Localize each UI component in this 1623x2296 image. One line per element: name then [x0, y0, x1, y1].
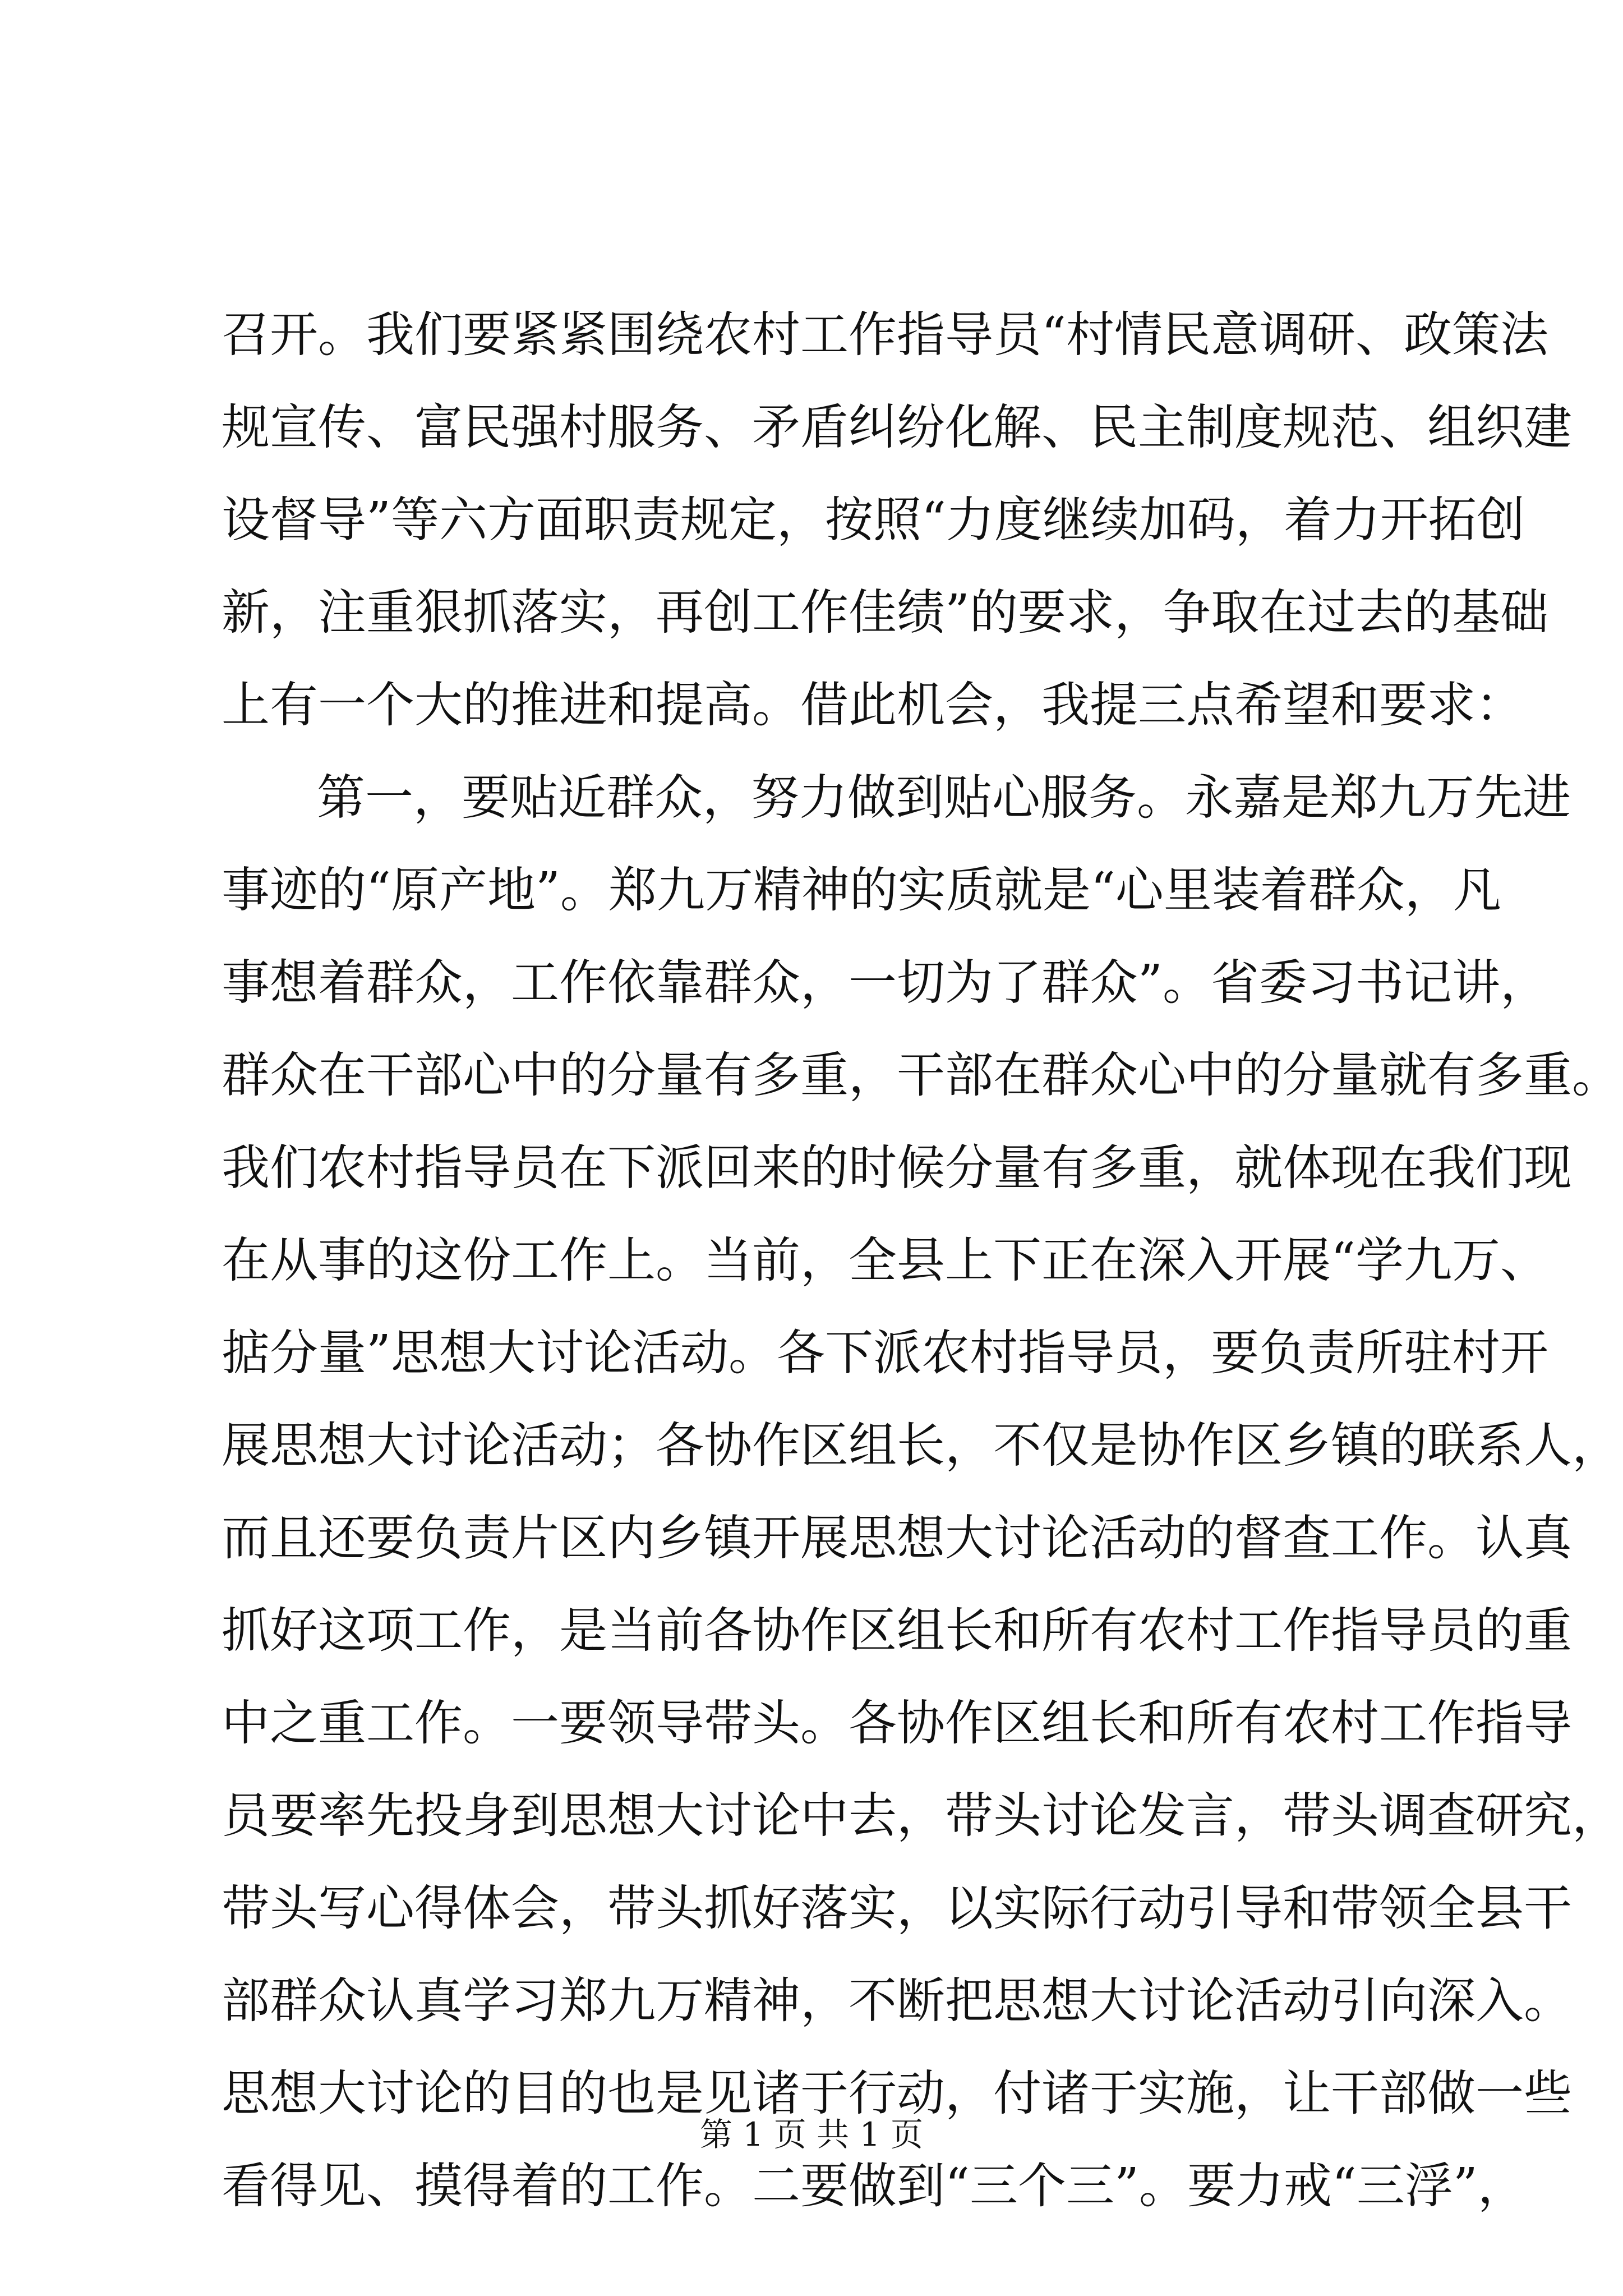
text-line: 员要率先投身到思想大讨论中去，带头讨论发言，带头调查研究，	[222, 1788, 1620, 1844]
text-line: 规宣传、富民强村服务、矛盾纠纷化解、民主制度规范、组织建	[222, 399, 1572, 455]
text-line: 展思想大讨论活动；各协作区组长，不仅是协作区乡镇的联系人，	[222, 1418, 1620, 1474]
text-line: 思想大讨论的目的也是见诸于行动，付诸于实施，让干部做一些	[222, 2065, 1572, 2122]
text-line: 事迹的“原产地”。郑九万精神的实质就是“心里装着群众，凡	[222, 862, 1501, 918]
text-line: 中之重工作。一要领导带头。各协作区组长和所有农村工作指导	[222, 1695, 1572, 1751]
text-line: 部群众认真学习郑九万精神，不断把思想大讨论活动引向深入。	[222, 1973, 1572, 2029]
text-line: 抓好这项工作，是当前各协作区组长和所有农村工作指导员的重	[222, 1603, 1572, 1659]
text-line: 看得见、摸得着的工作。二要做到“三个三”。要力戒“三浮”，	[222, 2158, 1526, 2214]
text-line: 上有一个大的推进和提高。借此机会，我提三点希望和要求：	[222, 677, 1524, 733]
text-line: 在从事的这份工作上。当前，全县上下正在深入开展“学九万、	[222, 1232, 1548, 1289]
text-line: 我们农村指导员在下派回来的时候分量有多重，就体现在我们现	[222, 1140, 1572, 1196]
text-line: 群众在干部心中的分量有多重，干部在群众心中的分量就有多重。	[222, 1047, 1620, 1103]
page-footer	[0, 2112, 1623, 2157]
body-text	[222, 289, 1620, 2233]
text-line: 设督导”等六方面职责规定，按照“力度继续加码，着力开拓创	[222, 492, 1525, 548]
text-line: 新，注重狠抓落实，再创工作佳绩”的要求，争取在过去的基础	[222, 585, 1548, 641]
text-line: 带头写心得体会，带头抓好落实，以实际行动引导和带领全县干	[222, 1880, 1572, 1936]
text-line: 掂分量”思想大讨论活动。各下派农村指导员，要负责所驻村开	[222, 1325, 1548, 1381]
page-number-label: 第 1 页 共 1 页	[700, 2115, 923, 2154]
text-line: 而且还要负责片区内乡镇开展思想大讨论活动的督查工作。认真	[222, 1510, 1572, 1566]
text-line: 召开。我们要紧紧围绕农村工作指导员“村情民意调研、政策法	[222, 307, 1548, 363]
paragraph-first-line: 第一，要贴近群众，努力做到贴心服务。永嘉是郑九万先进	[317, 770, 1571, 826]
text-line: 事想着群众，工作依靠群众，一切为了群众”。省委习书记讲，	[222, 955, 1548, 1011]
